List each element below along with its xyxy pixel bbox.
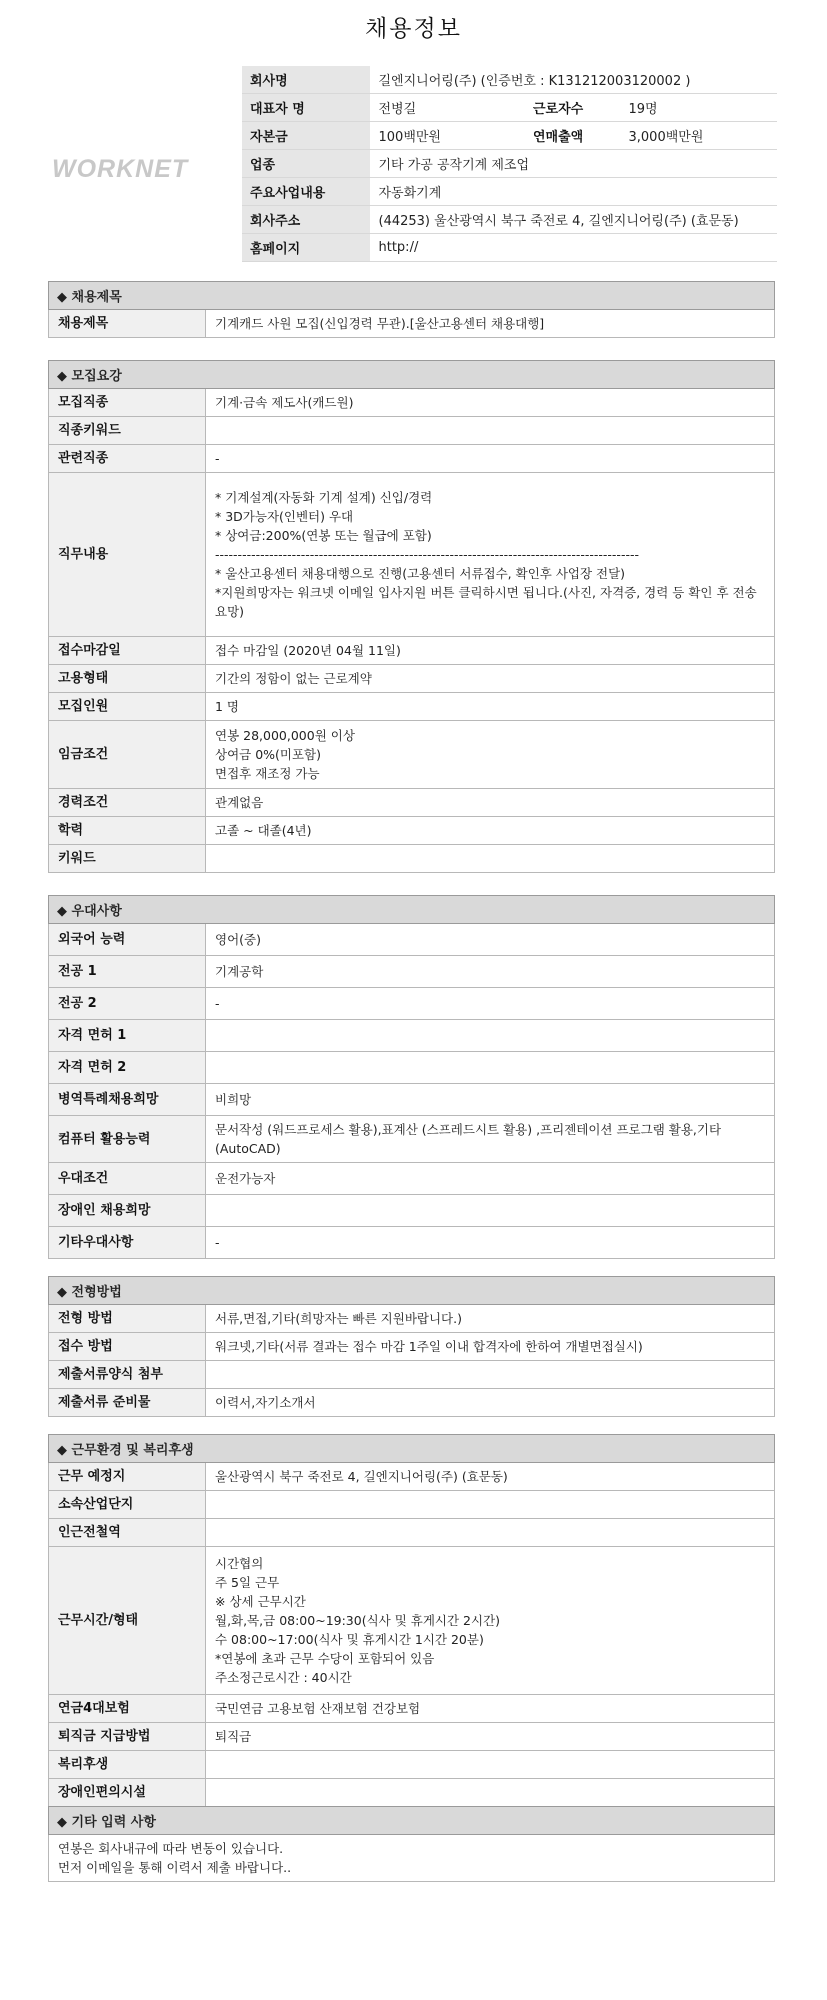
disability-hire-value — [206, 1195, 775, 1227]
company-row-address — [242, 206, 777, 234]
work-hours-value: 시간협의 주 5일 근무 ※ 상세 근무시간 월,화,목,금 08:00~19:30(식사 및 휴게시간 2시간) 수 08:00~17:00(식사 및 휴게시간 1시간 20분) *연봉에 초과 근무 수당이 포함되어 있음 주소정근로시간 : 40시간 — [206, 1547, 775, 1695]
selection-method-value: 서류,면접,기타(희망자는 빠른 지원바랍니다.) — [206, 1305, 775, 1333]
label: 키워드 — [49, 845, 206, 873]
section-header: ◆ 채용제목 — [49, 282, 775, 310]
company-info-table — [242, 66, 777, 262]
accessibility-value — [206, 1779, 775, 1807]
label: 제출서류양식 첨부 — [49, 1361, 206, 1389]
label: 병역특례채용희망 — [49, 1084, 206, 1116]
insurance-value: 국민연금 고용보험 산재보험 건강보험 — [206, 1695, 775, 1723]
other-notes-value: 연봉은 회사내규에 따라 변동이 있습니다. 먼저 이메일을 통해 이력서 제출 바랍니다.. — [49, 1835, 775, 1882]
employee-count: 19명 — [620, 94, 777, 122]
employment-type-value: 기간의 정함이 없는 근로계약 — [206, 665, 775, 693]
label: 접수마감일 — [49, 637, 206, 665]
label: 직무내용 — [49, 473, 206, 637]
label: 모집인원 — [49, 693, 206, 721]
job-title-value: 기계캐드 사원 모집(신입경력 무관).[울산고용센터 채용대행] — [206, 310, 775, 338]
company-row-industry — [242, 150, 777, 178]
company-row-name — [242, 66, 777, 94]
homepage-link[interactable]: http:// — [370, 234, 777, 262]
label: 제출서류 준비물 — [49, 1389, 206, 1417]
company-name: 길엔지니어링(주) (인증번호 : K131212003120002 ) — [370, 66, 777, 94]
salary-value: 연봉 28,000,000원 이상 상여금 0%(미포함) 면접후 재조정 가능 — [206, 721, 775, 789]
industry: 기타 가공 공작기계 제조업 — [370, 150, 777, 178]
preference-condition-value: 운전가능자 — [206, 1163, 775, 1195]
keyword-value — [206, 417, 775, 445]
keywords-value — [206, 845, 775, 873]
label: 접수 방법 — [49, 1333, 206, 1361]
label: 근로자수 — [525, 94, 620, 122]
industrial-complex-value — [206, 1491, 775, 1519]
language-value: 영어(중) — [206, 924, 775, 956]
company-row-capital — [242, 122, 777, 150]
license1-value — [206, 1020, 775, 1052]
company-row-ceo — [242, 94, 777, 122]
label: 학력 — [49, 817, 206, 845]
other-section — [48, 1806, 775, 1882]
label: 자격 면허 2 — [49, 1052, 206, 1084]
preference-section — [48, 895, 775, 1259]
form-attachment-value — [206, 1361, 775, 1389]
computer-skill-value: 문서작성 (워드프로세스 활용),표계산 (스프레드시트 활용) ,프리젠테이션 프로그램 활용,기타(AutoCAD) — [206, 1116, 775, 1163]
label: 연금4대보험 — [49, 1695, 206, 1723]
label: 퇴직금 지급방법 — [49, 1723, 206, 1751]
job-description-value: * 기계설계(자동화 기계 설계) 신입/경력 * 3D가능자(인벤터) 우대 * 상여금:200%(연봉 또는 월급에 포함) ---------------------------------------------------------------------------------------------- * 울산고용센터 채용대행으로 진행(고용센터 서류접수, 확인후 사업장 전달) *지원희망자는 워크넷 이메일 입사지원 버튼 클릭하시면 됩니다.(사진, 자격증, 경력 등 확인 후 전송요망) — [206, 473, 775, 637]
section-header: ◆ 모집요강 — [49, 361, 775, 389]
worknet-logo: WORKNET — [52, 155, 189, 183]
label: 자본금 — [242, 122, 370, 150]
page-title: 채용정보 — [365, 16, 462, 42]
company-row-business — [242, 178, 777, 206]
label: 회사주소 — [242, 206, 370, 234]
label: 장애인 채용희망 — [49, 1195, 206, 1227]
occupation-value: 기계·금속 제도사(캐드원) — [206, 389, 775, 417]
label: 외국어 능력 — [49, 924, 206, 956]
label: 대표자 명 — [242, 94, 370, 122]
subway-value — [206, 1519, 775, 1547]
label: 근무 예정지 — [49, 1463, 206, 1491]
section-header: ◆ 우대사항 — [49, 896, 775, 924]
work-location-value: 울산광역시 북구 죽전로 4, 길엔지니어링(주) (효문동) — [206, 1463, 775, 1491]
major1-value: 기계공학 — [206, 956, 775, 988]
label: 채용제목 — [49, 310, 206, 338]
section-header: ◆ 근무환경 및 복리후생 — [49, 1435, 775, 1463]
military-value: 비희망 — [206, 1084, 775, 1116]
welfare-value — [206, 1751, 775, 1779]
label: 전공 2 — [49, 988, 206, 1020]
related-occupation-value: - — [206, 445, 775, 473]
label: 컴퓨터 활용능력 — [49, 1116, 206, 1163]
label: 자격 면허 1 — [49, 1020, 206, 1052]
company-row-homepage — [242, 234, 777, 262]
other-preference-value: - — [206, 1227, 775, 1259]
documents-value: 이력서,자기소개서 — [206, 1389, 775, 1417]
label: 근무시간/형태 — [49, 1547, 206, 1695]
headcount-value: 1 명 — [206, 693, 775, 721]
label: 전공 1 — [49, 956, 206, 988]
severance-value: 퇴직금 — [206, 1723, 775, 1751]
recruit-section — [48, 360, 775, 873]
label: 직종키워드 — [49, 417, 206, 445]
label: 모집직종 — [49, 389, 206, 417]
section-header: ◆ 기타 입력 사항 — [49, 1807, 775, 1835]
selection-section — [48, 1276, 775, 1417]
label: 연매출액 — [525, 122, 620, 150]
section-header: ◆ 전형방법 — [49, 1277, 775, 1305]
label: 기타우대사항 — [49, 1227, 206, 1259]
label: 소속산업단지 — [49, 1491, 206, 1519]
label: 홈페이지 — [242, 234, 370, 262]
label: 회사명 — [242, 66, 370, 94]
label: 주요사업내용 — [242, 178, 370, 206]
career-value: 관계없음 — [206, 789, 775, 817]
label: 인근전철역 — [49, 1519, 206, 1547]
label: 경력조건 — [49, 789, 206, 817]
major2-value: - — [206, 988, 775, 1020]
label: 업종 — [242, 150, 370, 178]
label: 전형 방법 — [49, 1305, 206, 1333]
application-method-value: 워크넷,기타(서류 결과는 접수 마감 1주일 이내 합격자에 한하여 개별면접실시) — [206, 1333, 775, 1361]
label: 복리후생 — [49, 1751, 206, 1779]
business: 자동화기계 — [370, 178, 777, 206]
label: 관련직종 — [49, 445, 206, 473]
company-address: (44253) 울산광역시 북구 죽전로 4, 길엔지니어링(주) (효문동) — [370, 206, 777, 234]
label: 임금조건 — [49, 721, 206, 789]
environment-section — [48, 1434, 775, 1807]
education-value: 고졸 ~ 대졸(4년) — [206, 817, 775, 845]
job-title-section — [48, 281, 775, 338]
annual-sales: 3,000백만원 — [620, 122, 777, 150]
deadline-value: 접수 마감일 (2020년 04월 11일) — [206, 637, 775, 665]
ceo-name: 전병길 — [370, 94, 525, 122]
label: 우대조건 — [49, 1163, 206, 1195]
label: 장애인편의시설 — [49, 1779, 206, 1807]
label: 고용형태 — [49, 665, 206, 693]
capital: 100백만원 — [370, 122, 525, 150]
license2-value — [206, 1052, 775, 1084]
